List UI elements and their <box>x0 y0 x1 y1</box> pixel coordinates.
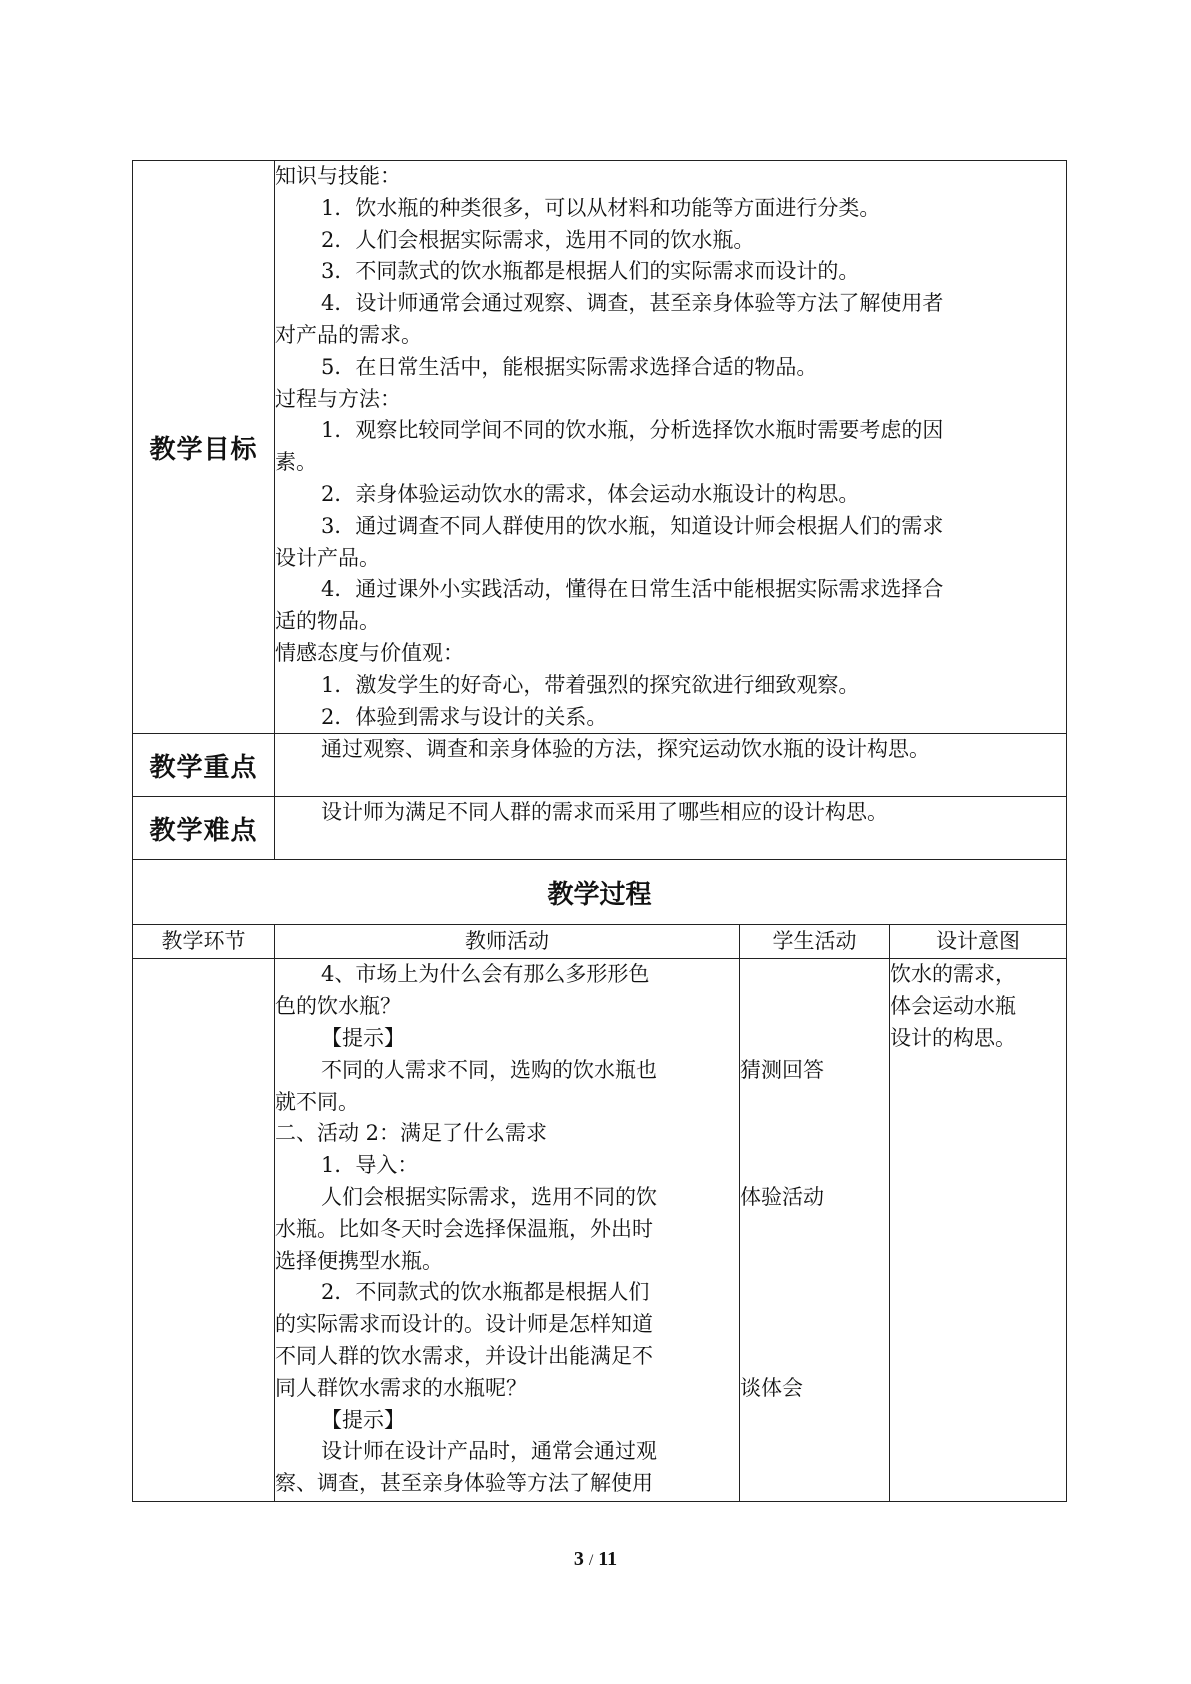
objective-line: 知识与技能： <box>275 164 401 188</box>
student-activity-spacer <box>740 1214 889 1246</box>
design-intent-line: 设计的构思。 <box>890 1025 1016 1050</box>
header-design-intent: 设计意图 <box>890 925 1067 959</box>
header-teacher-activity: 教师活动 <box>275 925 740 959</box>
student-activity-item: 猜测回答 <box>740 1057 824 1082</box>
objective-line: 适的物品。 <box>275 609 380 634</box>
objectives-row <box>133 161 1067 734</box>
process-header-row <box>133 925 1067 959</box>
student-activity-spacer <box>740 991 889 1023</box>
student-activity-spacer <box>740 959 889 991</box>
teacher-activity-line: 【提示】 <box>321 1407 405 1432</box>
teacher-activity-line: 2．不同款式的饮水瓶都是根据人们 <box>321 1280 650 1305</box>
difficulty-row <box>133 797 1067 860</box>
student-activity-item: 谈体会 <box>740 1375 803 1400</box>
objectives-lines <box>275 161 1066 733</box>
key-point-content <box>275 734 1067 797</box>
objective-line: 过程与方法： <box>275 386 401 411</box>
student-activity-spacer <box>740 1087 889 1119</box>
objective-line: 2．体验到需求与设计的关系。 <box>321 704 608 729</box>
objective-line: 3．通过调查不同人群使用的饮水瓶，知道设计师会根据人们的需求 <box>321 513 944 538</box>
teacher-activity-line: 不同人群的饮水需求，并设计出能满足不 <box>275 1343 653 1368</box>
student-activity-spacer <box>740 1436 889 1468</box>
teacher-activity-line: 察、调查，甚至亲身体验等方法了解使用 <box>275 1471 653 1496</box>
objective-line: 1．激发学生的好奇心，带着强烈的探究欲进行细致观察。 <box>321 672 860 697</box>
objective-line: 1．饮水瓶的种类很多，可以从材料和功能等方面进行分类。 <box>321 195 881 220</box>
page-separator: / <box>588 1552 594 1569</box>
header-stage: 教学环节 <box>133 925 275 959</box>
key-point-row <box>133 734 1067 797</box>
key-point-label: 教学重点 <box>133 734 275 797</box>
student-activity-item: 体验活动 <box>740 1184 824 1209</box>
teacher-activity-lines <box>275 959 739 1500</box>
page-number <box>0 1548 1191 1571</box>
objective-line: 4．通过课外小实践活动，懂得在日常生活中能根据实际需求选择合 <box>321 577 944 602</box>
teacher-activity-line: 【提示】 <box>321 1025 405 1050</box>
objective-line: 设计产品。 <box>275 545 380 570</box>
teacher-activity-cell <box>275 959 740 1502</box>
difficulty-label: 教学难点 <box>133 797 275 860</box>
process-title: 教学过程 <box>133 860 1067 925</box>
student-activity-spacer <box>740 1405 889 1437</box>
objective-line: 素。 <box>275 450 317 475</box>
student-activity-spacer <box>740 1118 889 1150</box>
objective-line: 3．不同款式的饮水瓶都是根据人们的实际需求而设计的。 <box>321 259 860 284</box>
stage-cell <box>133 959 275 1502</box>
objective-line: 5．在日常生活中，能根据实际需求选择合适的物品。 <box>321 354 818 379</box>
objectives-content <box>275 161 1067 734</box>
student-activity-spacer <box>740 1277 889 1309</box>
difficulty-content <box>275 797 1067 860</box>
design-intent-line: 饮水的需求， <box>890 962 1016 987</box>
process-body-row <box>133 959 1067 1502</box>
student-activity-spacer <box>740 1341 889 1373</box>
teacher-activity-line: 不同的人需求不同，选购的饮水瓶也 <box>321 1057 657 1082</box>
objective-line: 对产品的需求。 <box>275 322 422 347</box>
design-intent-line: 体会运动水瓶 <box>890 994 1016 1019</box>
teacher-activity-line: 4、市场上为什么会有那么多形形色 <box>321 962 650 987</box>
student-activity-spacer <box>740 1468 889 1500</box>
student-activity-spacer <box>740 1309 889 1341</box>
page-current: 3 <box>573 1548 584 1570</box>
teacher-activity-line: 水瓶。比如冬天时会选择保温瓶，外出时 <box>275 1216 653 1241</box>
design-intent-cell <box>890 959 1067 1502</box>
objective-line: 1．观察比较同学间不同的饮水瓶，分析选择饮水瓶时需要考虑的因 <box>321 418 944 443</box>
objective-line: 4．设计师通常会通过观察、调查，甚至亲身体验等方法了解使用者 <box>321 291 944 316</box>
teacher-activity-line: 的实际需求而设计的。设计师是怎样知道 <box>275 1312 653 1337</box>
teacher-activity-line: 设计师在设计产品时，通常会通过观 <box>321 1439 657 1464</box>
teacher-activity-line: 就不同。 <box>275 1089 359 1114</box>
student-activity-spacer <box>740 1150 889 1182</box>
page-total: 11 <box>598 1548 618 1570</box>
teacher-activity-line: 色的饮水瓶？ <box>275 994 401 1019</box>
student-activity-lines <box>740 959 889 1500</box>
teacher-activity-line: 二、活动 2：满足了什么需求 <box>275 1121 548 1146</box>
lesson-plan-table <box>132 160 1067 1502</box>
teacher-activity-line: 同人群饮水需求的水瓶呢？ <box>275 1375 527 1400</box>
teacher-activity-line: 人们会根据实际需求，选用不同的饮 <box>321 1184 657 1209</box>
objectives-label: 教学目标 <box>133 161 275 734</box>
objective-line: 2．亲身体验运动饮水的需求，体会运动水瓶设计的构思。 <box>321 481 860 506</box>
student-activity-cell <box>740 959 890 1502</box>
design-intent-lines <box>890 959 1066 1054</box>
difficulty-text: 设计师为满足不同人群的需求而采用了哪些相应的设计构思。 <box>321 800 888 825</box>
student-activity-spacer <box>740 1023 889 1055</box>
teacher-activity-line: 1．导入： <box>321 1153 419 1178</box>
header-student-activity: 学生活动 <box>740 925 890 959</box>
student-activity-spacer <box>740 1246 889 1278</box>
key-point-text: 通过观察、调查和亲身体验的方法，探究运动饮水瓶的设计构思。 <box>321 737 930 762</box>
objective-line: 2．人们会根据实际需求，选用不同的饮水瓶。 <box>321 227 755 252</box>
teacher-activity-line: 选择便携型水瓶。 <box>275 1248 443 1273</box>
process-title-row <box>133 860 1067 925</box>
objective-line: 情感态度与价值观： <box>275 640 464 665</box>
